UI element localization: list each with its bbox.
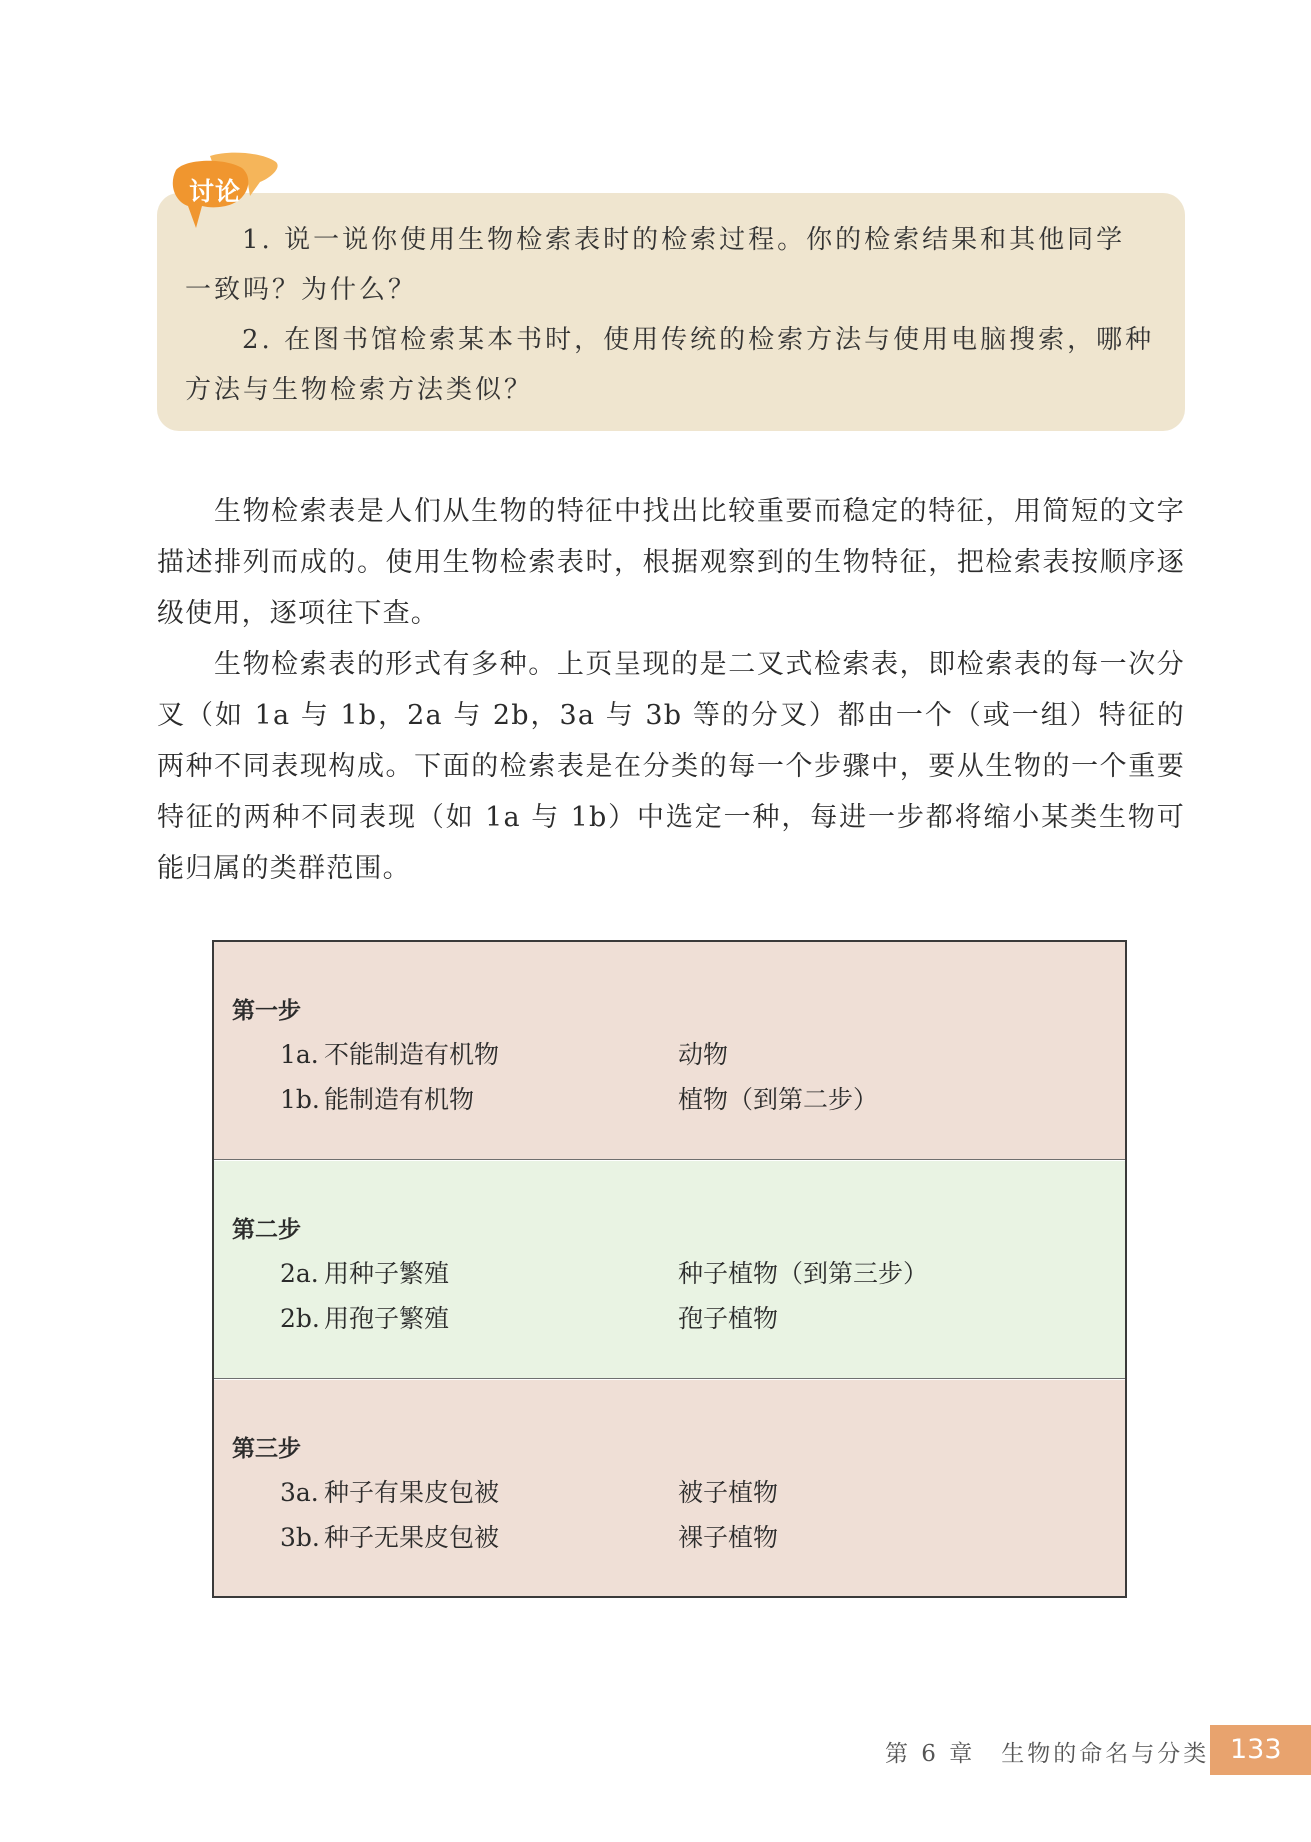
question-1-line-2: 一致吗？为什么？ (185, 275, 418, 305)
key-feature: 能制造有机物 (324, 1085, 475, 1114)
key-result: 被子植物 (678, 1478, 779, 1507)
dichotomous-key-table (212, 940, 1127, 1598)
question-2-line-1: 2. 在图书馆检索某本书时，使用传统的检索方法与使用电脑搜索，哪种 (242, 325, 1155, 355)
key-code: 2a. (280, 1259, 319, 1288)
key-code: 3a. (280, 1478, 319, 1507)
key-result: 裸子植物 (678, 1523, 779, 1552)
body-text (157, 486, 1185, 894)
key-code: 2b. (280, 1304, 320, 1333)
key-row (280, 1518, 779, 1554)
page-number: 133 (1210, 1725, 1311, 1775)
key-feature: 种子无果皮包被 (324, 1523, 500, 1552)
key-step-2 (214, 1161, 1125, 1379)
key-feature: 用种子繁殖 (324, 1259, 450, 1288)
step-title: 第二步 (232, 1217, 301, 1243)
key-step-1 (214, 942, 1125, 1160)
question-2-line-2: 方法与生物检索方法类似？ (185, 375, 534, 405)
key-feature: 种子有果皮包被 (324, 1478, 500, 1507)
key-row (280, 1473, 779, 1509)
key-row (280, 1254, 929, 1290)
chapter-footer: 第 6 章 生物的命名与分类 (885, 1741, 1210, 1767)
key-result: 植物（到第二步） (678, 1085, 879, 1114)
key-code: 1a. (280, 1040, 319, 1069)
key-code: 1b. (280, 1085, 320, 1114)
key-result: 孢子植物 (678, 1304, 779, 1333)
key-feature: 用孢子繁殖 (324, 1304, 450, 1333)
paragraph-2: 生物检索表的形式有多种。上页呈现的是二叉式检索表，即检索表的每一次分叉（如 1a 与 1b，2a 与 2b，3a 与 3b 等的分叉）都由一个（或一组）特征的两种不同表现构成。下面的检索表是在分类的每一个步骤中，要从生物的一个重要特征的两种不同表现（如 1a 与 1b）中选定一种，每进一步都将缩小某类生物可能归属的类群范围。 (157, 649, 1185, 884)
step-title: 第一步 (232, 998, 301, 1024)
key-result: 种子植物（到第三步） (678, 1259, 929, 1288)
key-row (280, 1299, 779, 1335)
key-code: 3b. (280, 1523, 320, 1552)
paragraph-1: 生物检索表是人们从生物的特征中找出比较重要而稳定的特征，用简短的文字描述排列而成的。使用生物检索表时，根据观察到的生物特征，把检索表按顺序逐级使用，逐项往下查。 (157, 496, 1185, 629)
key-feature: 不能制造有机物 (324, 1040, 500, 1069)
key-row (280, 1080, 879, 1116)
key-row (280, 1035, 729, 1071)
step-title: 第三步 (232, 1436, 301, 1462)
discussion-badge-label: 讨论 (188, 177, 241, 206)
discussion-questions (185, 215, 1165, 415)
key-result: 动物 (678, 1040, 729, 1069)
question-1-line-1: 1. 说一说你使用生物检索表时的检索过程。你的检索结果和其他同学 (242, 225, 1126, 255)
key-step-3 (214, 1380, 1125, 1596)
